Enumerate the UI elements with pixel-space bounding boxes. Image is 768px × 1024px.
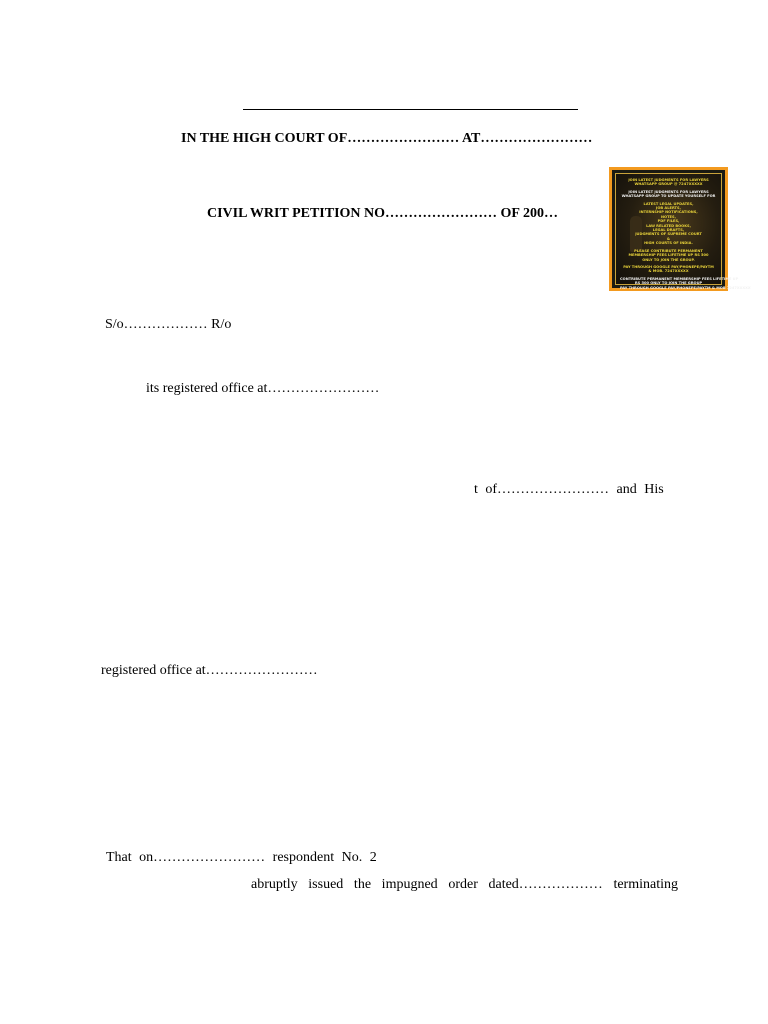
ad-line: RS 500 ONLY TO JOIN THE GROUP (634, 281, 703, 286)
ad-line: JUDGMENTS OF SUPREME COURT (635, 232, 702, 237)
advertisement-frame (615, 173, 751, 290)
ad-line: PAY THROUGH GOOGLE PAY/PHONEPE/PAYTM (623, 264, 714, 269)
ad-line: LATEST LEGAL UPDATES, (643, 201, 694, 206)
registered-office-line-2: registered office at…………………… (101, 663, 318, 678)
ad-line: PLEASE CONTRIBUTE PERMANENT (634, 248, 703, 253)
advertisement-text (620, 178, 751, 290)
impugned-order-line: abruptly issued the impugned order dated……………… terminating (251, 877, 678, 892)
ad-line: INTERNSHIP NOTIFICATIONS, (639, 210, 698, 215)
registered-office-line: its registered office at…………………… (146, 381, 380, 396)
ad-line: MEMBERSHIP FEES LIFETIME UP RS 500 (628, 253, 709, 258)
ad-line: JOIN LATEST JUDGMENTS FOR LAWYERS (628, 178, 709, 182)
son-of-resident-line: S/o……………… R/o (105, 317, 232, 332)
ad-line: PAY THROUGH GOOGLE PAY/PHONEPE/PAYTM & MOB 7247XXXXX (620, 285, 751, 290)
ad-line: WHATSAPP GROUP TO UPDATE YOURSELF FOR (621, 194, 716, 199)
ad-line: LEGAL DRAFTS, (652, 228, 685, 233)
ad-line: & MOB. 7247XXXXX (648, 269, 689, 274)
ad-line: WHATSAPP GROUP @ 7247XXXXX (634, 182, 703, 187)
petition-number-heading: CIVIL WRIT PETITION NO…………………… OF 200… (207, 206, 558, 221)
ad-line: LAW RELATED BOOKS, (646, 223, 691, 228)
that-on-line: That on…………………… respondent No. 2 (106, 850, 377, 865)
ad-line: & (666, 236, 671, 241)
advertisement-image[interactable] (609, 167, 751, 291)
top-rule (243, 109, 578, 110)
ad-line: JOB ALERTS, (656, 206, 681, 211)
ad-line: NOTES, (661, 214, 676, 219)
t-of-line: t of…………………… and His (474, 482, 664, 497)
ad-line: ONLY TO JOIN THE GROUP. (642, 257, 695, 262)
ad-line: HIGH COURTS OF INDIA. (644, 241, 693, 246)
ad-line: JOIN LATEST JUDGMENTS FOR LAWYERS (628, 189, 709, 194)
ad-line: CONTRIBUTE PERMANENT MEMBERSHIP FEES LIFETIME UP (620, 276, 739, 281)
court-heading: IN THE HIGH COURT OF…………………… AT…………………… (181, 131, 593, 146)
ad-line: PDF FILES, (657, 219, 680, 224)
